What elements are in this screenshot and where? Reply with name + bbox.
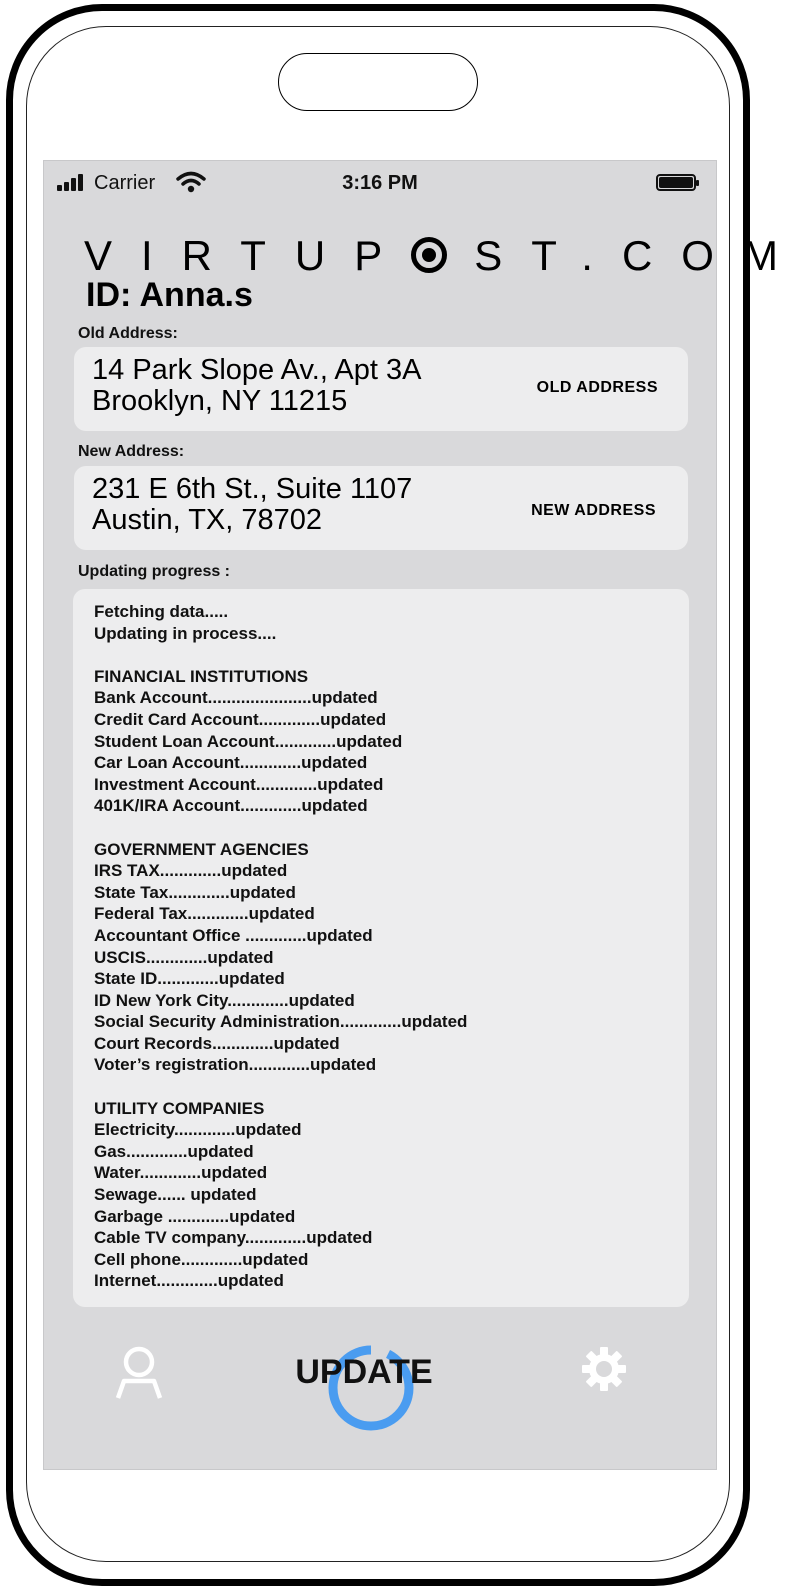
log-line: Credit Card Account.............updated [94, 709, 387, 729]
phone-speaker-notch [278, 53, 478, 111]
log-line: USCIS.............updated [94, 947, 274, 967]
log-line: Federal Tax.............updated [94, 904, 315, 924]
log-line: Fetching data..... [94, 602, 229, 621]
old-address-button[interactable]: OLD ADDRESS [536, 379, 658, 396]
progress-log-panel[interactable] [73, 589, 689, 1307]
new-address-line1: 231 E 6th St., Suite 1107 [92, 473, 413, 505]
brand-logo [84, 233, 807, 279]
log-line: Internet.............updated [94, 1271, 284, 1291]
logo-text-end: ST.COM [474, 232, 807, 279]
update-button[interactable]: UPDATE [264, 1349, 464, 1395]
status-bar [44, 161, 716, 207]
app-screen [43, 160, 807, 1470]
new-address-label: New Address: [78, 443, 185, 460]
log-line: Electricity.............updated [94, 1120, 302, 1140]
old-address-line1: 14 Park Slope Av., Apt 3A [92, 354, 422, 386]
log-line: Cable TV company.............updated [94, 1228, 373, 1248]
log-line: ID New York City.............updated [94, 990, 355, 1010]
log-spacer [94, 644, 467, 666]
new-address-card [74, 466, 688, 550]
old-address-line2: Brooklyn, NY 11215 [92, 385, 348, 417]
log-line: State ID.............updated [94, 969, 285, 989]
log-line: Voter’s registration.............updated [94, 1055, 377, 1075]
carrier-name: Carrier [94, 172, 156, 194]
log-line: Updating in process.... [94, 623, 277, 643]
log-section-heading: GOVERNMENT AGENCIES [94, 839, 309, 859]
logo-o-mark-icon [411, 237, 447, 273]
log-line: Accountant Office .............updated [94, 925, 373, 945]
new-address-line2: Austin, TX, 78702 [92, 504, 323, 536]
log-line: Court Records.............updated [94, 1033, 340, 1053]
battery-icon [656, 174, 696, 191]
user-icon[interactable] [114, 1345, 164, 1401]
log-line: Social Security Administration.............updated [94, 1012, 468, 1032]
log-line: Water.............updated [94, 1163, 268, 1183]
log-line: Investment Account.............updated [94, 774, 384, 794]
new-address-button[interactable]: NEW ADDRESS [531, 502, 656, 519]
old-address-card [74, 347, 688, 431]
log-line: Gas.............updated [94, 1141, 254, 1161]
status-time: 3:16 PM [342, 172, 418, 194]
log-section-heading: FINANCIAL INSTITUTIONS [94, 666, 309, 686]
old-address-text [92, 355, 421, 417]
log-line: State Tax.............updated [94, 882, 296, 902]
progress-label: Updating progress : [78, 563, 231, 580]
log-line: 401K/IRA Account.............updated [94, 796, 368, 816]
tab-bar [44, 1321, 716, 1471]
log-line: Garbage .............updated [94, 1206, 296, 1226]
log-section-heading: UTILITY COMPANIES [94, 1098, 265, 1118]
user-id: ID: Anna.s [86, 276, 253, 314]
logo-text-start: VIRTUP [84, 232, 412, 279]
progress-log [94, 601, 467, 1292]
log-line: Car Loan Account.............updated [94, 753, 368, 773]
log-spacer [94, 1076, 467, 1098]
log-spacer [94, 817, 467, 839]
log-line: IRS TAX.............updated [94, 861, 288, 881]
log-line: Student Loan Account.............updated [94, 731, 403, 751]
log-line: Sewage...... updated [94, 1185, 257, 1205]
log-line: Cell phone.............updated [94, 1249, 309, 1269]
new-address-text [92, 474, 412, 536]
log-line: Bank Account......................updated [94, 688, 378, 708]
old-address-label: Old Address: [78, 325, 178, 342]
gear-icon[interactable] [580, 1345, 628, 1393]
